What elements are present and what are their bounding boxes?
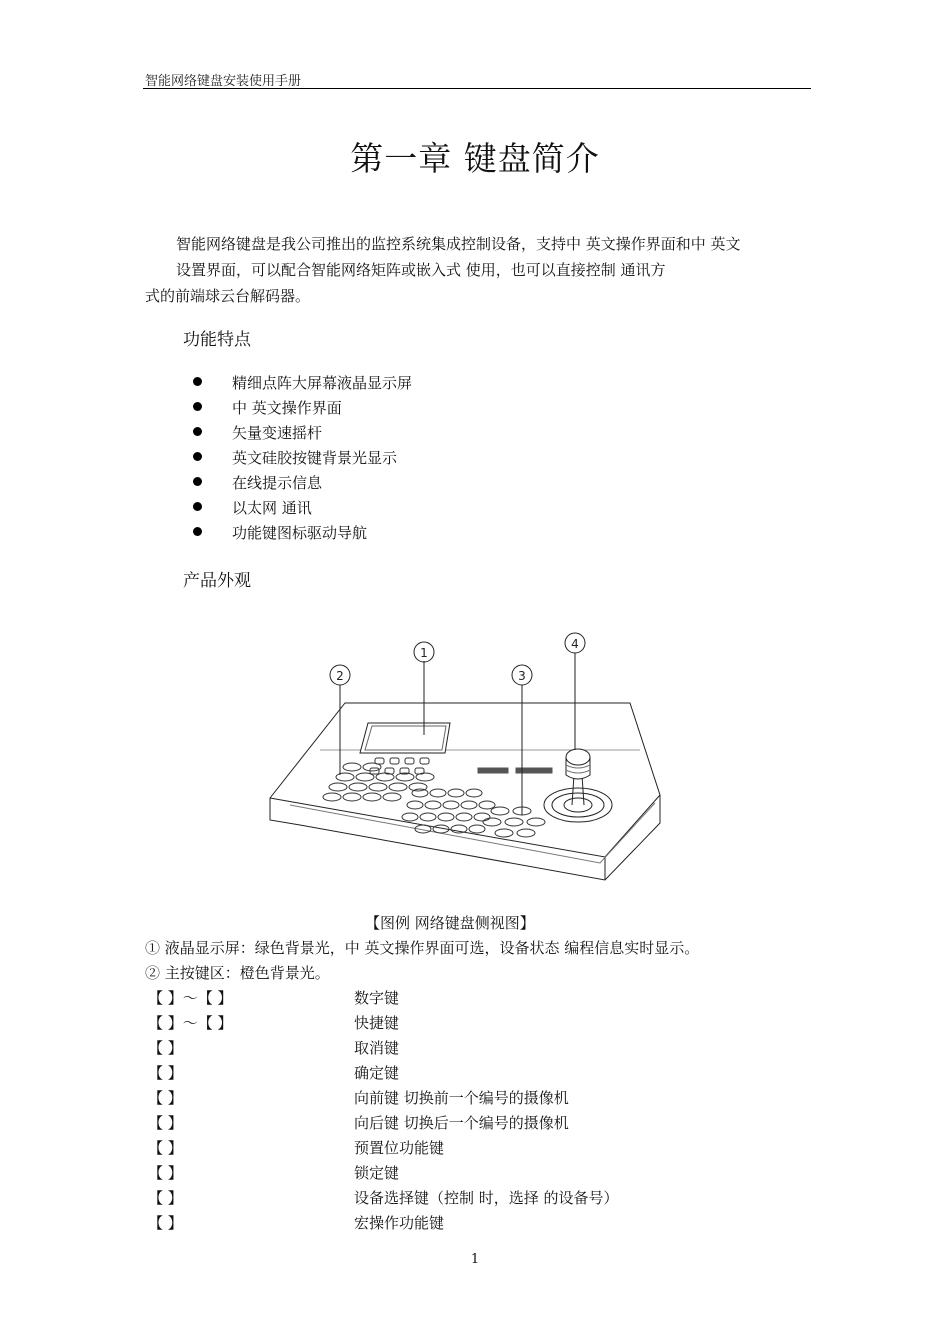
callout-2: 2 [336,669,344,683]
bullet-icon [193,452,202,461]
key-label: 【 】 [148,1164,183,1182]
intro-line-1: 智能网络键盘是我公司推出的监控系统集成控制设备，支持中 英文操作界面和中 英文 [176,235,741,253]
feature-item: 精细点阵大屏幕液晶显示屏 [232,374,413,392]
bullet-icon [193,502,202,511]
key-label: 【 】～【 】 [148,1014,233,1032]
key-label: 【 】 [148,1214,183,1232]
keyboard-illustration [260,625,670,905]
bullet-icon [193,377,202,386]
key-desc: 取消键 [354,1039,400,1057]
key-desc: 向后键 切换后一个编号的摄像机 [354,1114,569,1132]
key-desc: 数字键 [354,989,400,1007]
feature-item: 在线提示信息 [232,474,323,492]
header-rule [143,88,811,89]
appearance-heading: 产品外观 [183,571,251,591]
key-desc: 快捷键 [354,1014,400,1032]
feature-item: 以太网 通讯 [232,499,312,517]
key-label: 【 】 [148,1139,183,1157]
key-desc: 向前键 切换前一个编号的摄像机 [354,1089,569,1107]
feature-item: 中 英文操作界面 [232,399,342,417]
chapter-title: 第一章 键盘简介 [350,139,600,178]
key-desc: 锁定键 [354,1164,400,1182]
features-heading: 功能特点 [183,330,251,350]
figure-caption: 【图例 网络键盘侧视图】 [365,914,535,932]
key-desc: 确定键 [354,1064,400,1082]
key-label: 【 】～【 】 [148,989,233,1007]
key-desc: 设备选择键（控制 时，选择 的设备号） [354,1189,619,1207]
note-main-keys: ② 主按键区：橙色背景光。 [145,964,330,982]
feature-item: 矢量变速摇杆 [232,424,323,442]
bullet-icon [193,427,202,436]
feature-item: 功能键图标驱动导航 [232,524,368,542]
intro-line-2: 设置界面，可以配合智能网络矩阵或嵌入式 使用，也可以直接控制 通讯方 [176,261,666,279]
key-label: 【 】 [148,1064,183,1082]
key-label: 【 】 [148,1189,183,1207]
callout-1: 1 [420,646,428,660]
key-desc: 预置位功能键 [354,1139,445,1157]
callout-4: 4 [571,637,579,651]
bullet-icon [193,527,202,536]
key-label: 【 】 [148,1114,183,1132]
key-desc: 宏操作功能键 [354,1214,445,1232]
key-label: 【 】 [148,1039,183,1057]
bullet-icon [193,402,202,411]
bullet-icon [193,477,202,486]
intro-line-3: 式的前端球云台解码器。 [145,287,311,305]
running-header: 智能网络键盘安装使用手册 [145,74,302,89]
feature-item: 英文硅胶按键背景光显示 [232,449,398,467]
callout-3: 3 [518,669,526,683]
page-number: 1 [470,1252,480,1267]
key-label: 【 】 [148,1089,183,1107]
note-lcd: ① 液晶显示屏：绿色背景光，中 英文操作界面可选，设备状态 编程信息实时显示。 [145,939,700,957]
